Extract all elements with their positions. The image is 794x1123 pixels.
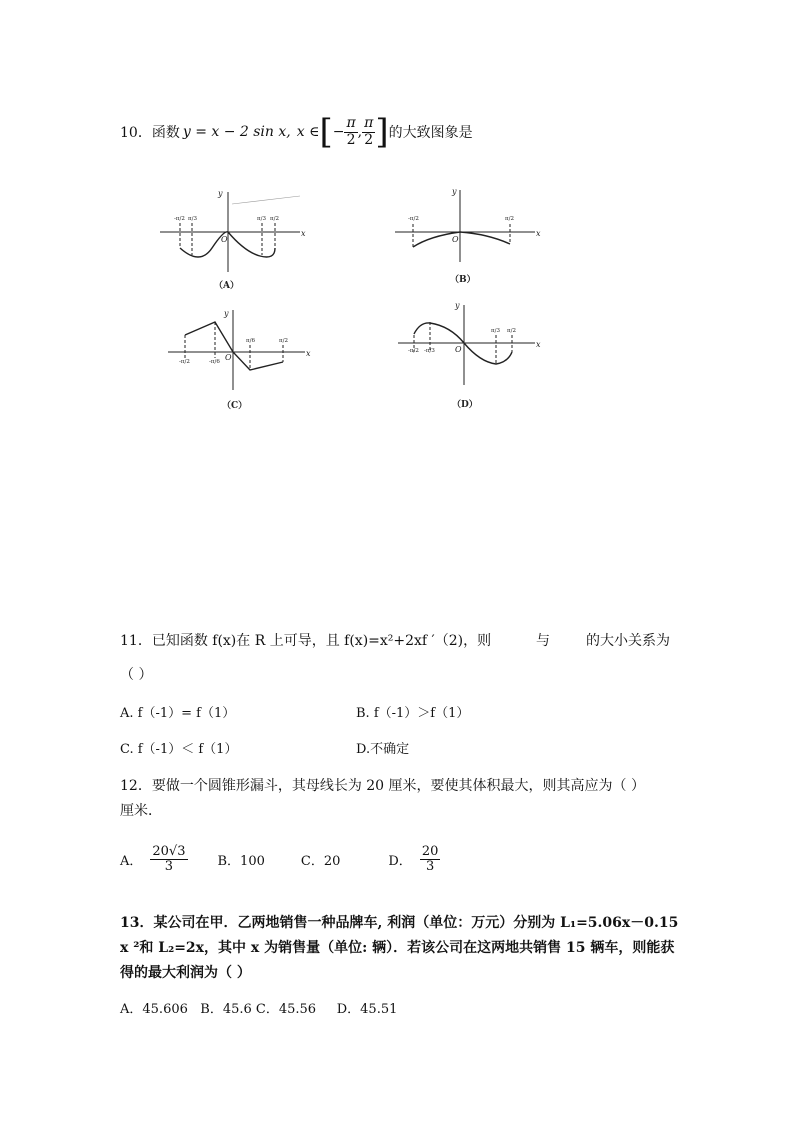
graph-d-caption: （D） <box>452 400 478 410</box>
graph-c-caption: （C） <box>222 401 248 411</box>
q10-graphs <box>0 0 794 430</box>
svg-text:-π/2: -π/2 <box>408 348 419 354</box>
q12-option-a-label: A． <box>120 854 143 870</box>
svg-text:π/2: π/2 <box>270 216 279 222</box>
q10-lead: 函数 <box>151 125 180 141</box>
svg-text:O: O <box>225 353 232 362</box>
q10-frac-right: $\frac{\pi}{2}$ <box>364 115 374 148</box>
q11-line1 <box>120 630 491 650</box>
q12-stem-line2: 厘米． <box>120 803 162 819</box>
svg-text:π/3: π/3 <box>491 328 500 334</box>
q11-answer-paren: （ ） <box>120 667 153 683</box>
q10-minus: − <box>332 124 345 140</box>
q10-domain-prefix: x ∈ <box>296 124 320 140</box>
q12-option-d-label: D． <box>388 854 412 870</box>
svg-text:O: O <box>221 235 228 244</box>
q12-options <box>120 845 440 875</box>
svg-text:x: x <box>306 349 311 358</box>
svg-text:x: x <box>301 229 306 238</box>
q11-option-a: A. f（-1）= f（1） <box>120 706 236 721</box>
svg-text:y: y <box>224 309 229 318</box>
q10-right-bracket: ] <box>375 112 389 152</box>
graph-a-caption: （A） <box>214 281 239 291</box>
q13-options: A．45.606 B．45.6 C．45.56 D．45.51 <box>120 1002 398 1017</box>
q11-option-c: C. f（-1）＜ f（1） <box>120 742 238 757</box>
q12-option-d-frac: $\frac{20}{3}$ <box>421 844 439 875</box>
q11-option-d: D.不确定 <box>356 742 410 757</box>
graph-d <box>398 305 535 385</box>
q10-comma: , <box>357 124 363 140</box>
svg-text:π/3: π/3 <box>188 216 197 222</box>
q11-stem: 11．已知函数 f(x)在 R 上可导，且 f(x)=x²+2xf ′（2)，则 <box>120 633 492 649</box>
svg-text:x: x <box>536 340 541 349</box>
q13-stem-line2: x ²和 L₂=2x，其中 x 为销售量（单位: 辆）．若该公司在这两地共销售 15 辆车，则能获 <box>120 940 675 956</box>
svg-text:y: y <box>452 187 457 196</box>
svg-text:O: O <box>455 345 462 354</box>
svg-text:-π/2: -π/2 <box>179 359 190 365</box>
q12-option-b: B．100 <box>217 854 265 870</box>
svg-text:π/6: π/6 <box>246 338 255 344</box>
q10-frac-left: $\frac{\pi}{2}$ <box>346 115 356 148</box>
svg-text:O: O <box>452 235 459 244</box>
svg-text:π/2: π/2 <box>279 338 288 344</box>
q13-stem-line1: 13．某公司在甲．乙两地销售一种品牌车, 利润（单位：万元）分别为 L₁=5.06x－0.15 <box>120 915 679 931</box>
q10-tail: 的大致图象是 <box>388 125 473 141</box>
svg-text:-π/2: -π/2 <box>408 216 419 222</box>
q10-formula: y = x − 2 sin x, <box>182 124 291 140</box>
svg-text:π/2: π/2 <box>507 328 516 334</box>
svg-text:π/2: π/2 <box>505 216 514 222</box>
graph-b-caption: （B） <box>450 275 476 285</box>
q10-left-bracket: [ <box>319 112 333 152</box>
q11-option-b: B. f（-1）＞f（1） <box>356 706 470 721</box>
q10-number: 10． <box>120 125 152 141</box>
graph-a <box>160 192 300 272</box>
graph-b <box>395 190 535 262</box>
q12-option-c: C．20 <box>300 854 341 870</box>
q12-option-a-frac: $\frac{20√3}{3}$ <box>152 844 186 875</box>
q11-stem-tail: 的大小关系为 <box>586 633 670 649</box>
svg-text:π/3: π/3 <box>257 216 266 222</box>
svg-text:y: y <box>455 301 460 310</box>
svg-text:-π/3: -π/3 <box>424 348 435 354</box>
svg-text:-π/2: -π/2 <box>174 216 185 222</box>
svg-text:-π/6: -π/6 <box>209 359 220 365</box>
q12-stem-line1: 12．要做一个圆锥形漏斗，其母线长为 20 厘米，要使其体积最大，则其高应为（ ） <box>120 778 645 794</box>
q11-word-yu: 与 <box>536 633 550 649</box>
q13-stem-line3: 得的最大利润为（ ） <box>120 965 251 981</box>
svg-text:x: x <box>536 229 541 238</box>
svg-text:y: y <box>218 189 223 198</box>
graph-c <box>168 310 305 390</box>
